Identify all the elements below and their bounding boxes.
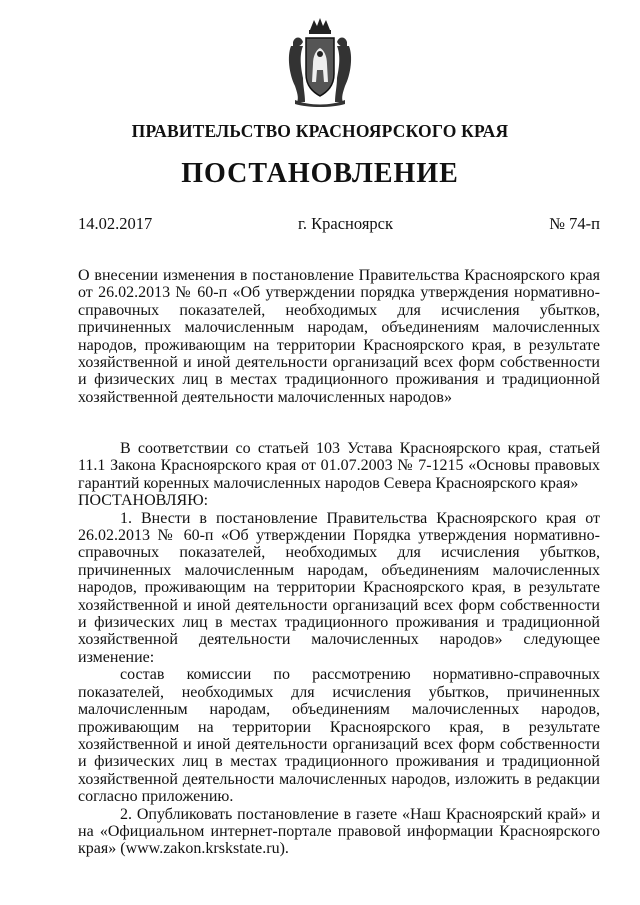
document-body <box>78 440 600 858</box>
preamble-paragraph: В соответствии со статьей 103 Устава Красноярского края, статьей 11.1 Закона Красноярского края от 01.07.2003 № 7-1215 «Основы правовых гарантий коренных малочисленных народов Севера Красноярского края» <box>78 440 600 492</box>
document-city: г. Красноярск <box>298 214 394 233</box>
coat-of-arms-icon <box>285 16 355 108</box>
document-subject: О внесении изменения в постановление Правительства Красноярского края от 26.02.2013 № 60-п «Об утверждении порядка утверждения нормативно-справочных показателей, необходимых для исчисления убытков, причиненных малочисленным народам, объединениям малочисленных народов, проживающим на территории Красноярского края, в результате хозяйственной и иной деятельности организаций всех форм собственности и физических лиц в местах традиционного проживания и традиционной хозяйственной деятельности малочисленных народов» <box>78 267 600 406</box>
document-number: № 74-п <box>549 214 600 233</box>
item-1-change-paragraph: состав комиссии по рассмотрению нормативно-справочных показателей, необходимых для исчисления убытков, причиненных малочисленным народам, объединениям малочисленных народов, проживающим на территории Красноярского края, в результате хозяйственной и иной деятельности организаций всех форм собственности и физических лиц в местах традиционного проживания и традиционной хозяйственной деятельности малочисленных народов, изложить в редакции согласно приложению. <box>78 666 600 806</box>
document-meta-row <box>78 214 600 236</box>
item-1-paragraph: 1. Внести в постановление Правительства Красноярского края от 26.02.2013 № 60-п «Об утверждении Порядка утверждения нормативно-справочных показателей, необходимых для исчисления убытков, причиненных малочисленным народам, объединениям малочисленных народов, проживающим на территории Красноярского края, в результате хозяйственной и иной деятельности организаций всех форм собственности и физических лиц в местах традиционного проживания и традиционной хозяйственной деятельности малочисленных народов» следующее изменение: <box>78 509 600 666</box>
item-2-paragraph: 2. Опубликовать постановление в газете «Наш Красноярский край» и на «Официальном интернет-портале правовой информации Красноярского края» (www.zakon.krskstate.ru). <box>78 805 600 858</box>
document-type-title: ПОСТАНОВЛЕНИЕ <box>181 158 459 189</box>
document-date: 14.02.2017 <box>78 214 153 233</box>
organization-title: ПРАВИТЕЛЬСТВО КРАСНОЯРСКОГО КРАЯ <box>131 121 509 141</box>
decree-word: ПОСТАНОВЛЯЮ: <box>78 492 209 510</box>
